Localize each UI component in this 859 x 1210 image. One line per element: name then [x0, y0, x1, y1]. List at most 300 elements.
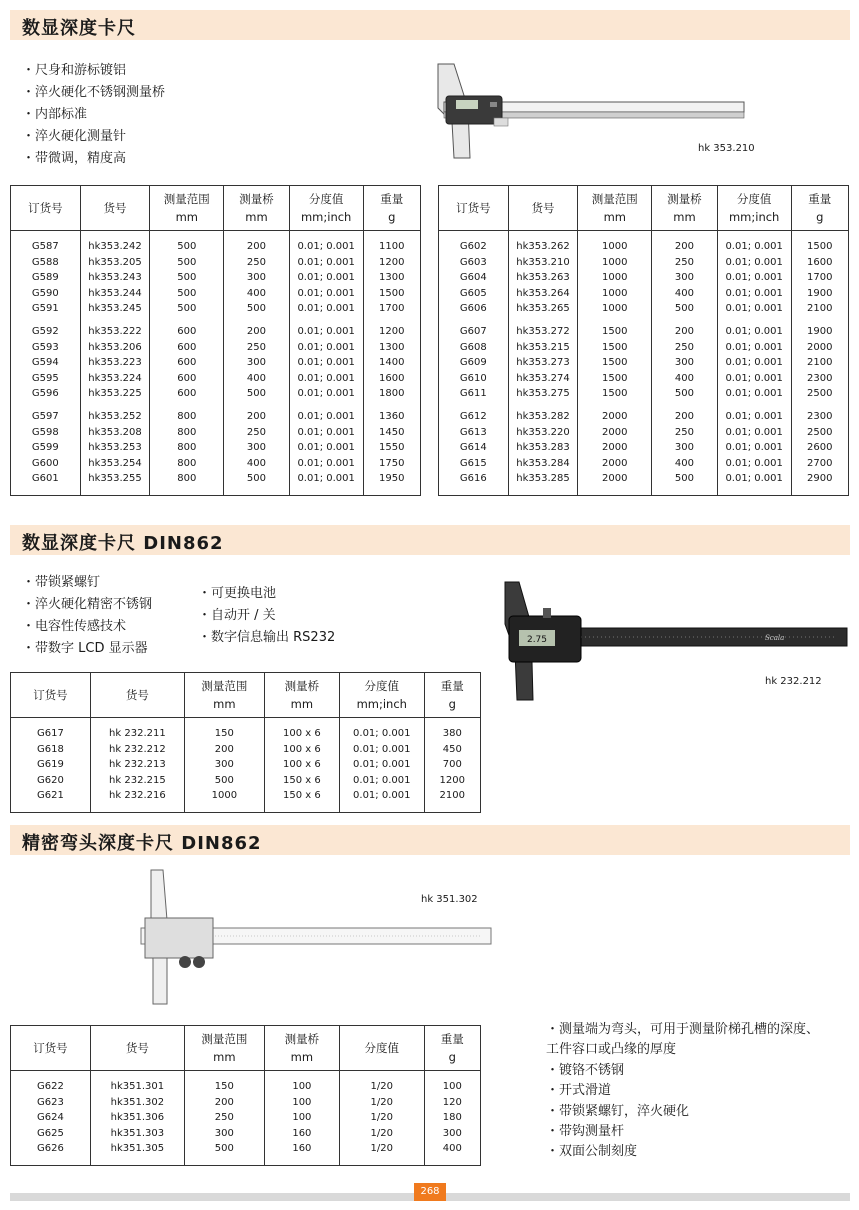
- column-header: [80, 186, 150, 231]
- table-row: [439, 231, 849, 255]
- table-cell: 0.01; 0.001: [289, 355, 363, 371]
- column-header-line: 分度值: [736, 192, 772, 206]
- table-cell: 2100: [807, 303, 833, 315]
- column-header-line: 订货号: [33, 1041, 68, 1055]
- table-row: [11, 371, 421, 387]
- table-cell: 0.01; 0.001: [717, 270, 791, 286]
- feature-item: ・测量端为弯头，可用于测量阶梯孔槽的深度、: [546, 1022, 820, 1037]
- column-header: [90, 673, 184, 718]
- column-header-line: g: [388, 210, 396, 224]
- table-row: [11, 1126, 481, 1142]
- column-header-line: mm: [290, 697, 314, 711]
- table-cell: 2300: [807, 410, 833, 422]
- feature-list-right: [198, 583, 335, 649]
- table-row: [439, 402, 849, 425]
- table-cell: 300: [652, 270, 718, 286]
- table-row: [11, 718, 481, 742]
- table-cell: hk353.283: [508, 440, 578, 456]
- table-cell: 500: [652, 386, 718, 402]
- table-cell: 150 x 6: [264, 788, 339, 812]
- table-cell: G610: [439, 371, 509, 387]
- table-cell: 800: [150, 471, 224, 495]
- table-cell: hk351.305: [90, 1141, 184, 1165]
- table-cell: G596: [11, 386, 81, 402]
- table-cell: hk353.264: [508, 286, 578, 302]
- column-header-line: mm: [175, 210, 198, 224]
- table-cell: G619: [11, 757, 91, 773]
- table-cell: 2000: [578, 471, 652, 495]
- table-row: [11, 286, 421, 302]
- feature-item: ・淬火硬化精密不锈钢: [22, 597, 153, 612]
- table-cell: G602: [439, 231, 509, 255]
- digital-depth-caliper-illustration: [430, 62, 770, 172]
- feature-item: ・数字信息输出 RS232: [198, 630, 336, 645]
- table-cell: 1200: [439, 774, 465, 786]
- table-cell: 1800: [379, 388, 405, 400]
- table-cell: hk353.265: [508, 301, 578, 317]
- table-cell: G598: [11, 425, 81, 441]
- column-header-line: 订货号: [33, 688, 68, 702]
- table-cell: 0.01; 0.001: [717, 371, 791, 387]
- table-cell: 2100: [807, 357, 833, 369]
- table-row: [11, 231, 421, 255]
- table-row: [439, 456, 849, 472]
- table-cell: 2500: [807, 426, 833, 438]
- table-cell: G624: [11, 1110, 91, 1126]
- table-cell: 300: [442, 1127, 462, 1139]
- table-cell: 100 x 6: [264, 718, 339, 742]
- table-row: [11, 355, 421, 371]
- table-row: [11, 456, 421, 472]
- table-cell: hk353.284: [508, 456, 578, 472]
- section-band-3: [10, 825, 850, 855]
- table-cell: 1200: [379, 325, 405, 337]
- table-cell: 250: [224, 425, 290, 441]
- table-cell: hk 232.211: [90, 718, 184, 742]
- table-cell: 250: [652, 340, 718, 356]
- table-cell: hk353.254: [80, 456, 150, 472]
- column-header: [717, 186, 791, 231]
- table-cell: 0.01; 0.001: [717, 340, 791, 356]
- table-cell: 1/20: [339, 1141, 424, 1165]
- table-cell: G594: [11, 355, 81, 371]
- table-cell: 1000: [578, 301, 652, 317]
- table-cell: 1/20: [339, 1126, 424, 1142]
- table-cell: 160: [264, 1141, 339, 1165]
- column-header-line: 货号: [531, 201, 555, 215]
- column-header: [791, 186, 848, 231]
- table-cell: 0.01; 0.001: [717, 471, 791, 495]
- table-cell: 450: [442, 743, 462, 755]
- table-cell: 0.01; 0.001: [339, 718, 424, 742]
- table-cell: 500: [150, 255, 224, 271]
- column-header: [652, 186, 718, 231]
- table-cell: G609: [439, 355, 509, 371]
- table-row: [439, 386, 849, 402]
- table-cell: 1000: [184, 788, 264, 812]
- table-cell: G604: [439, 270, 509, 286]
- column-header-line: 测量桥: [239, 192, 274, 206]
- table-cell: 180: [442, 1112, 462, 1124]
- table-cell: 0.01; 0.001: [289, 301, 363, 317]
- table-cell: 0.01; 0.001: [289, 471, 363, 495]
- table-row: [11, 301, 421, 317]
- table-cell: 500: [224, 386, 290, 402]
- table-cell: 0.01; 0.001: [717, 286, 791, 302]
- table-cell: G621: [11, 788, 91, 812]
- table-cell: hk353.285: [508, 471, 578, 495]
- table-cell: 2900: [807, 473, 833, 485]
- table-cell: hk353.220: [508, 425, 578, 441]
- spec-table-din862-digital: [10, 672, 481, 813]
- table-cell: hk353.244: [80, 286, 150, 302]
- table-cell: 300: [224, 440, 290, 456]
- section-title: 数显深度卡尺 DIN862: [22, 533, 224, 554]
- table-cell: 2500: [807, 388, 833, 400]
- table-cell: G606: [439, 301, 509, 317]
- table-cell: 200: [184, 742, 264, 758]
- table-cell: 150: [184, 718, 264, 742]
- column-header-line: 重量: [380, 192, 404, 206]
- table-cell: G605: [439, 286, 509, 302]
- table-cell: 1360: [379, 410, 405, 422]
- table-cell: G608: [439, 340, 509, 356]
- table-cell: hk353.222: [80, 317, 150, 340]
- table-cell: 200: [652, 231, 718, 255]
- table-cell: hk353.282: [508, 402, 578, 425]
- column-header-line: 货号: [103, 201, 127, 215]
- section-title: 数显深度卡尺: [22, 18, 136, 39]
- table-cell: hk353.262: [508, 231, 578, 255]
- table-row: [439, 317, 849, 340]
- table-cell: 300: [184, 757, 264, 773]
- table-cell: G593: [11, 340, 81, 356]
- table-cell: G620: [11, 773, 91, 789]
- feature-item: ・电容性传感技术: [22, 619, 127, 634]
- table-cell: 0.01; 0.001: [289, 402, 363, 425]
- table-cell: 300: [184, 1126, 264, 1142]
- table-cell: hk353.245: [80, 301, 150, 317]
- table-cell: hk353.215: [508, 340, 578, 356]
- table-cell: 300: [652, 355, 718, 371]
- table-cell: 700: [442, 759, 462, 771]
- column-header-line: mm: [290, 1050, 314, 1064]
- table-cell: 1400: [379, 357, 405, 369]
- lcd-readout: 2.75: [526, 635, 548, 645]
- table-row: [11, 402, 421, 425]
- table-cell: 250: [652, 255, 718, 271]
- table-cell: hk353.242: [80, 231, 150, 255]
- table-cell: 1550: [379, 442, 405, 454]
- table-cell: 0.01; 0.001: [717, 425, 791, 441]
- column-header-line: g: [448, 697, 456, 711]
- table-cell: hk353.205: [80, 255, 150, 271]
- table-cell: 1000: [578, 286, 652, 302]
- feature-item: ・内部标准: [22, 107, 88, 122]
- table-cell: 800: [150, 402, 224, 425]
- table-cell: 0.01; 0.001: [289, 371, 363, 387]
- table-cell: 1900: [807, 287, 833, 299]
- table-cell: 600: [150, 386, 224, 402]
- column-header-line: mm: [603, 210, 626, 224]
- table-cell: 0.01; 0.001: [717, 386, 791, 402]
- table-cell: 400: [652, 286, 718, 302]
- table-cell: 0.01; 0.001: [289, 340, 363, 356]
- table-cell: 0.01; 0.001: [339, 788, 424, 812]
- table-cell: 1200: [379, 256, 405, 268]
- table-cell: 800: [150, 425, 224, 441]
- table-cell: 500: [150, 231, 224, 255]
- table-cell: hk353.252: [80, 402, 150, 425]
- table-cell: 0.01; 0.001: [717, 402, 791, 425]
- table-cell: 1500: [578, 355, 652, 371]
- table-cell: 0.01; 0.001: [717, 317, 791, 340]
- table-cell: hk 232.212: [90, 742, 184, 758]
- column-header-line: 测量范围: [591, 192, 638, 206]
- table-cell: 500: [224, 301, 290, 317]
- table-cell: 150 x 6: [264, 773, 339, 789]
- column-header: [11, 1026, 91, 1071]
- table-row: [11, 425, 421, 441]
- table-cell: 1500: [578, 371, 652, 387]
- table-cell: hk351.301: [90, 1071, 184, 1095]
- table-cell: G600: [11, 456, 81, 472]
- column-header-line: mm;inch: [356, 697, 407, 711]
- column-header-line: 货号: [125, 688, 149, 702]
- table-row: [11, 1071, 481, 1095]
- column-header-line: 分度值: [364, 679, 400, 693]
- table-cell: 2000: [578, 425, 652, 441]
- table-cell: 500: [652, 301, 718, 317]
- feature-list-left: [22, 572, 152, 660]
- column-header-line: mm: [673, 210, 696, 224]
- column-header: [150, 186, 224, 231]
- product-caption: hk 353.210: [698, 143, 755, 154]
- table-cell: 120: [442, 1096, 462, 1108]
- table-cell: G622: [11, 1071, 91, 1095]
- table-row: [439, 425, 849, 441]
- table-cell: 1450: [379, 426, 405, 438]
- table-row: [11, 317, 421, 340]
- table-cell: 1500: [578, 317, 652, 340]
- table-cell: G623: [11, 1095, 91, 1111]
- table-cell: G603: [439, 255, 509, 271]
- feature-item: ・可更换电池: [198, 586, 277, 601]
- table-cell: 500: [150, 270, 224, 286]
- table-cell: 250: [224, 255, 290, 271]
- table-row: [11, 255, 421, 271]
- table-cell: G611: [439, 386, 509, 402]
- column-header-line: 订货号: [28, 201, 63, 215]
- table-cell: G599: [11, 440, 81, 456]
- table-cell: 1100: [379, 241, 405, 252]
- feature-item: ・镀铬不锈钢: [546, 1062, 625, 1078]
- table-cell: 500: [652, 471, 718, 495]
- table-cell: 200: [224, 317, 290, 340]
- column-header-line: 订货号: [456, 201, 491, 215]
- feature-item: ・带微调，精度高: [22, 151, 127, 166]
- table-cell: 1700: [379, 303, 405, 315]
- table-cell: 100: [442, 1081, 462, 1092]
- table-cell: 0.01; 0.001: [717, 231, 791, 255]
- table-cell: 0.01; 0.001: [717, 301, 791, 317]
- column-header-line: 分度值: [364, 1041, 400, 1055]
- column-header: [184, 673, 264, 718]
- column-header-line: 测量范围: [201, 679, 248, 693]
- table-cell: hk351.302: [90, 1095, 184, 1111]
- table-row: [439, 270, 849, 286]
- table-cell: 1950: [379, 473, 405, 485]
- table-cell: 150: [184, 1071, 264, 1095]
- column-header: [508, 186, 578, 231]
- table-cell: 1600: [379, 372, 405, 384]
- section-band-1: [10, 10, 850, 40]
- table-cell: 0.01; 0.001: [289, 255, 363, 271]
- table-cell: hk 232.216: [90, 788, 184, 812]
- table-cell: 0.01; 0.001: [289, 386, 363, 402]
- table-cell: 1/20: [339, 1071, 424, 1095]
- feature-item: ・淬火硬化测量针: [22, 129, 127, 144]
- table-cell: 1300: [379, 272, 405, 284]
- table-cell: 0.01; 0.001: [289, 425, 363, 441]
- table-cell: 500: [184, 773, 264, 789]
- table-cell: 0.01; 0.001: [717, 456, 791, 472]
- table-row: [11, 471, 421, 495]
- table-cell: 0.01; 0.001: [289, 286, 363, 302]
- feature-item: ・带锁紧螺钉，淬火硬化: [546, 1103, 690, 1119]
- table-cell: G616: [439, 471, 509, 495]
- product-caption: hk 351.302: [421, 894, 478, 905]
- page-number: 268: [414, 1183, 446, 1201]
- section-title: 精密弯头深度卡尺 DIN862: [22, 833, 262, 854]
- table-cell: 2300: [807, 372, 833, 384]
- column-header-line: 分度值: [308, 192, 344, 206]
- table-row: [439, 471, 849, 495]
- column-header-line: 测量桥: [667, 192, 702, 206]
- table-cell: 200: [652, 317, 718, 340]
- column-header-line: 测量范围: [201, 1032, 248, 1046]
- table-row: [11, 1141, 481, 1165]
- table-cell: 200: [224, 231, 290, 255]
- table-row: [11, 340, 421, 356]
- table-cell: hk353.275: [508, 386, 578, 402]
- column-header-line: 测量范围: [163, 192, 210, 206]
- column-header: [90, 1026, 184, 1071]
- feature-item: ・双面公制刻度: [546, 1144, 638, 1160]
- spec-table-right: [438, 185, 849, 496]
- table-cell: 0.01; 0.001: [289, 456, 363, 472]
- table-cell: G613: [439, 425, 509, 441]
- table-row: [439, 355, 849, 371]
- column-header-line: 重量: [440, 679, 464, 693]
- table-cell: hk353.210: [508, 255, 578, 271]
- table-cell: 800: [150, 440, 224, 456]
- table-cell: 1900: [807, 325, 833, 337]
- table-cell: 1000: [578, 270, 652, 286]
- table-cell: hk351.306: [90, 1110, 184, 1126]
- table-cell: 2000: [578, 456, 652, 472]
- table-cell: 380: [442, 728, 462, 739]
- table-cell: 2100: [439, 790, 465, 802]
- table-cell: hk353.224: [80, 371, 150, 387]
- table-cell: 600: [150, 355, 224, 371]
- table-row: [439, 301, 849, 317]
- table-row: [439, 340, 849, 356]
- table-cell: 0.01; 0.001: [339, 757, 424, 773]
- table-cell: 0.01; 0.001: [717, 355, 791, 371]
- column-header-line: mm;inch: [300, 210, 352, 224]
- column-header: [264, 673, 339, 718]
- column-header-line: mm: [213, 1050, 236, 1064]
- table-cell: G595: [11, 371, 81, 387]
- table-cell: G597: [11, 402, 81, 425]
- table-cell: hk353.272: [508, 317, 578, 340]
- table-row: [11, 1095, 481, 1111]
- column-header: [424, 673, 480, 718]
- table-cell: 0.01; 0.001: [289, 231, 363, 255]
- table-cell: hk353.243: [80, 270, 150, 286]
- product-caption: hk 232.212: [765, 676, 822, 687]
- table-cell: 600: [150, 340, 224, 356]
- table-cell: G612: [439, 402, 509, 425]
- table-cell: G590: [11, 286, 81, 302]
- table-cell: 100: [264, 1071, 339, 1095]
- table-cell: 2000: [578, 440, 652, 456]
- table-cell: 1/20: [339, 1095, 424, 1111]
- table-row: [11, 773, 481, 789]
- table-row: [11, 742, 481, 758]
- table-cell: 1000: [578, 231, 652, 255]
- table-cell: 0.01; 0.001: [339, 773, 424, 789]
- feature-item: ・带数字 LCD 显示器: [22, 641, 148, 656]
- table-row: [439, 371, 849, 387]
- table-cell: 1700: [807, 272, 833, 284]
- table-cell: 500: [224, 471, 290, 495]
- table-cell: 600: [150, 371, 224, 387]
- table-cell: 400: [224, 286, 290, 302]
- table-cell: 500: [150, 301, 224, 317]
- column-header-line: mm: [213, 697, 236, 711]
- column-header: [11, 673, 91, 718]
- offset-depth-caliper-illustration: [135, 868, 497, 1010]
- table-cell: hk353.225: [80, 386, 150, 402]
- table-cell: G626: [11, 1141, 91, 1165]
- table-cell: G587: [11, 231, 81, 255]
- table-cell: 400: [442, 1143, 462, 1155]
- table-cell: 300: [224, 270, 290, 286]
- table-cell: 100: [264, 1110, 339, 1126]
- column-header-line: 重量: [440, 1032, 464, 1046]
- table-cell: 1500: [578, 386, 652, 402]
- column-header: [578, 186, 652, 231]
- table-cell: hk351.303: [90, 1126, 184, 1142]
- column-header: [439, 186, 509, 231]
- table-cell: 1600: [807, 256, 833, 268]
- column-header: [289, 186, 363, 231]
- table-cell: G614: [439, 440, 509, 456]
- table-cell: 250: [652, 425, 718, 441]
- column-header-line: 货号: [125, 1041, 149, 1055]
- table-cell: 0.01; 0.001: [717, 255, 791, 271]
- table-cell: 500: [150, 286, 224, 302]
- table-cell: 100 x 6: [264, 742, 339, 758]
- table-cell: 300: [652, 440, 718, 456]
- feature-item: ・带钩测量杆: [546, 1124, 625, 1140]
- table-cell: hk353.273: [508, 355, 578, 371]
- table-cell: hk353.274: [508, 371, 578, 387]
- column-header-line: 测量桥: [284, 679, 320, 693]
- column-header: [264, 1026, 339, 1071]
